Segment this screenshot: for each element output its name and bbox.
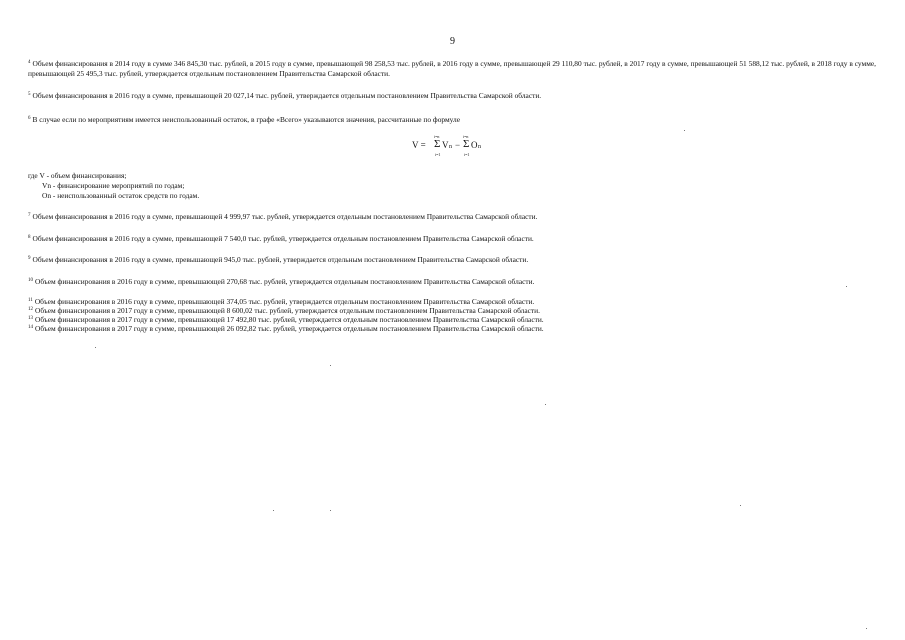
footnote-mark: 5: [28, 92, 31, 97]
footnote-14: [28, 323, 544, 334]
footnote-5: [28, 90, 541, 101]
formula: [412, 134, 492, 158]
footnote-text: Объем финансирования в 2016 году в сумме, превышающей 7 540,0 тыс. рублей, утверждается отдельным постановлением Правительства Самарской области.: [32, 234, 534, 243]
legend-vn: Vn - финансирование мероприятий по годам;: [42, 181, 185, 190]
formula-sigma-1: Σ: [434, 138, 441, 150]
footnote-text: Объем финансирования в 2016 году в сумме, превышающей 945,0 тыс. рублей, утверждается отдельным постановлением Правительства Самарской области.: [32, 255, 529, 264]
formula-upper-2: i=n: [463, 134, 469, 139]
formula-lhs: V =: [412, 140, 426, 150]
scan-speck: [330, 510, 331, 511]
scan-speck: [684, 130, 685, 131]
scan-speck: [95, 347, 96, 348]
footnote-mark: 6: [28, 116, 31, 121]
footnote-text: Объем финансирования в 2017 году в сумме, превышающей 17 492,80 тыс. рублей, утверждается отдельным постановлением Правительства Самарской области.: [35, 315, 544, 324]
footnote-text: Объем финансирования в 2016 году в сумме, превышающей 374,05 тыс. рублей, утверждается отдельным постановлением Правительства Самарской области.: [34, 297, 535, 306]
footnote-mark: 9: [28, 256, 31, 261]
formula-minus: −: [455, 140, 461, 150]
footnote-mark: 12: [28, 307, 33, 312]
page-number: 9: [450, 36, 455, 47]
footnote-8: [28, 233, 534, 244]
formula-lower-1: i=1: [435, 152, 441, 157]
legend-intro: где V - объем финансирования;: [28, 171, 127, 180]
formula-sigma-2: Σ: [463, 138, 470, 150]
footnote-text: Объем финансирования в 2016 году в сумме, превышающей 4 999,97 тыс. рублей, утверждается отдельным постановлением Правительства Самарской области.: [32, 212, 538, 221]
scan-speck: [330, 365, 331, 366]
footnote-4: [28, 58, 876, 79]
formula-term-1-sub: n: [449, 144, 452, 150]
footnote-10: [28, 276, 534, 287]
footnote-text: Объем финансирования в 2016 году в сумме, превышающей 270,68 тыс. рублей, утверждается отдельным постановлением Правительства Самарской области.: [35, 277, 535, 286]
legend-on: On - неиспользованный остаток средств по годам.: [42, 191, 200, 200]
footnote-mark: 7: [28, 213, 31, 218]
footnote-text: Объем финансирования в 2014 году в сумме 346 845,30 тыс. рублей, в 2015 году в сумме, превышающей 98 258,53 тыс. рублей, в 2016 году в сумме, превышающей 29 110,80 тыс. рублей, в 2017 году в сумме, превышающей 51 588,12 тыс. рублей, в 2018 году в сумме, превышающей 25 495,3 тыс. рублей, утверждается отдельным постановлением Правительства Самарской области.: [28, 59, 876, 78]
formula-term-2-sub: n: [478, 144, 481, 150]
footnote-9: [28, 254, 528, 265]
scan-speck: [545, 404, 546, 405]
scan-speck: [740, 505, 741, 506]
formula-lower-2: i=1: [464, 152, 470, 157]
footnote-text: Объем финансирования в 2017 году в сумме, превышающей 8 600,02 тыс. рублей, утверждается отдельным постановлением Правительства Самарской области.: [35, 306, 540, 315]
formula-term-1: V: [442, 140, 449, 150]
footnote-mark: 10: [28, 278, 33, 283]
footnote-6: [28, 114, 460, 125]
footnote-mark: 4: [28, 60, 31, 65]
formula-legend: [28, 171, 199, 201]
footnote-mark: 8: [28, 235, 31, 240]
footnote-text: Объем финансирования в 2017 году в сумме, превышающей 26 092,82 тыс. рублей, утверждается отдельным постановлением Правительства Самарской области.: [35, 324, 544, 333]
footnote-mark: 13: [28, 316, 33, 321]
scan-speck: [866, 628, 867, 629]
footnote-mark: 14: [28, 325, 33, 330]
scan-speck: [846, 286, 847, 287]
footnote-text: Объем финансирования в 2016 году в сумме, превышающей 20 027,14 тыс. рублей, утверждается отдельным постановлением Правительства Самарской области.: [32, 91, 542, 100]
scan-speck: [273, 510, 274, 511]
footnote-7: [28, 211, 537, 222]
formula-upper-1: i=n: [434, 134, 440, 139]
footnote-text: В случае если по мероприятиям имеется неиспользованный остаток, в графе «Всего» указываются значения, рассчитанные по формуле: [32, 115, 461, 124]
footnote-mark: 11: [28, 298, 33, 303]
formula-term-2: O: [471, 140, 478, 150]
